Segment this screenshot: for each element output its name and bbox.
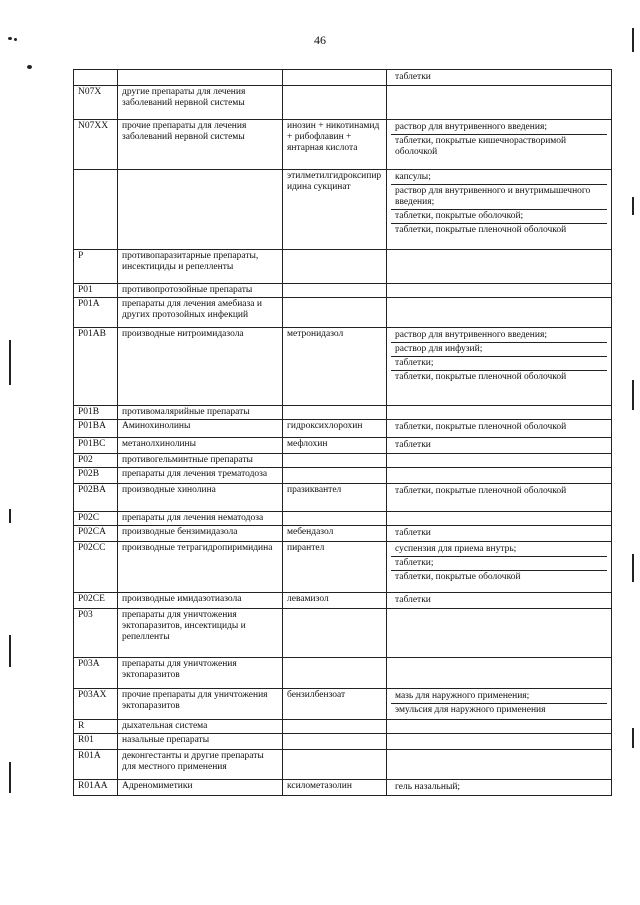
dosage-form-cell bbox=[387, 658, 612, 689]
atc-code-cell: P02BA bbox=[74, 484, 118, 512]
table-row bbox=[74, 593, 612, 609]
atc-code-cell: P03AX bbox=[74, 689, 118, 720]
atc-code-cell: P01BC bbox=[74, 438, 118, 454]
dosage-form-item: таблетки, покрытые пленочной оболочкой bbox=[395, 372, 567, 382]
atc-code-cell: P01 bbox=[74, 284, 118, 298]
dosage-form-cell bbox=[387, 593, 612, 609]
atc-code-cell: P01AB bbox=[74, 328, 118, 406]
table-row bbox=[74, 454, 612, 468]
scan-margin-mark bbox=[632, 728, 634, 748]
table-row bbox=[74, 468, 612, 484]
anatomical-therapeutic-name-cell: Адреномиметики bbox=[118, 780, 283, 796]
drug-name-cell bbox=[283, 298, 387, 328]
atc-code-cell: R01 bbox=[74, 734, 118, 750]
scan-margin-mark bbox=[632, 28, 634, 52]
table-row bbox=[74, 250, 612, 284]
atc-code-cell: P01B bbox=[74, 406, 118, 420]
table-body bbox=[74, 70, 612, 796]
drug-name-cell bbox=[283, 250, 387, 284]
anatomical-therapeutic-name-cell: производные хинолина bbox=[118, 484, 283, 512]
scan-speck bbox=[27, 65, 32, 69]
table-row bbox=[74, 328, 612, 406]
dosage-form-cell bbox=[387, 328, 612, 406]
table-row bbox=[74, 284, 612, 298]
dosage-form-cell bbox=[387, 120, 612, 170]
dosage-form-cell bbox=[387, 250, 612, 284]
table-row bbox=[74, 70, 612, 86]
dosage-form-item: мазь для наружного применения; bbox=[391, 690, 607, 704]
drug-name-cell bbox=[283, 454, 387, 468]
dosage-form-item: таблетки bbox=[395, 595, 431, 605]
anatomical-therapeutic-name-cell: противопротозойные препараты bbox=[118, 284, 283, 298]
dosage-form-cell bbox=[387, 170, 612, 250]
table-row bbox=[74, 658, 612, 689]
dosage-form-item: эмульсия для наружного применения bbox=[395, 705, 546, 715]
dosage-form-cell bbox=[387, 689, 612, 720]
anatomical-therapeutic-name-cell: дыхательная система bbox=[118, 720, 283, 734]
atc-code-cell: P02B bbox=[74, 468, 118, 484]
anatomical-therapeutic-name-cell: прочие препараты для уничтожения эктопаразитов bbox=[118, 689, 283, 720]
dosage-form-cell bbox=[387, 298, 612, 328]
anatomical-therapeutic-name-cell: производные имидазотиазола bbox=[118, 593, 283, 609]
atc-code-cell: R01A bbox=[74, 750, 118, 780]
scan-margin-mark bbox=[632, 197, 634, 215]
dosage-form-item: таблетки bbox=[395, 72, 431, 82]
dosage-form-item: таблетки, покрытые оболочкой; bbox=[391, 210, 607, 224]
drug-name-cell bbox=[283, 512, 387, 526]
table-row bbox=[74, 298, 612, 328]
drug-name-cell bbox=[283, 406, 387, 420]
dosage-form-item: раствор для внутривенного и внутримышечного введения; bbox=[391, 185, 607, 210]
anatomical-therapeutic-name-cell bbox=[118, 70, 283, 86]
scan-margin-mark bbox=[9, 762, 11, 793]
dosage-form-item: раствор для внутривенного введения; bbox=[391, 121, 607, 135]
anatomical-therapeutic-name-cell bbox=[118, 170, 283, 250]
dosage-form-cell bbox=[387, 609, 612, 658]
dosage-form-item: таблетки, покрытые пленочной оболочкой bbox=[395, 486, 567, 496]
drug-name-cell bbox=[283, 86, 387, 120]
dosage-form-cell bbox=[387, 526, 612, 542]
drug-name-cell: пирантел bbox=[283, 542, 387, 593]
dosage-form-item: таблетки; bbox=[391, 357, 607, 371]
scan-margin-mark bbox=[9, 340, 11, 385]
drug-name-cell bbox=[283, 720, 387, 734]
atc-code-cell: P02CC bbox=[74, 542, 118, 593]
drug-name-cell: гидроксихлорохин bbox=[283, 420, 387, 438]
dosage-form-item: таблетки, покрытые пленочной оболочкой bbox=[395, 422, 567, 432]
scan-margin-mark bbox=[632, 554, 634, 582]
anatomical-therapeutic-name-cell: противомалярийные препараты bbox=[118, 406, 283, 420]
anatomical-therapeutic-name-cell: производные бензимидазола bbox=[118, 526, 283, 542]
dosage-form-item: таблетки; bbox=[391, 557, 607, 571]
table-row bbox=[74, 438, 612, 454]
drug-name-cell: празиквантел bbox=[283, 484, 387, 512]
table-row bbox=[74, 542, 612, 593]
anatomical-therapeutic-name-cell: назальные препараты bbox=[118, 734, 283, 750]
dosage-form-cell bbox=[387, 454, 612, 468]
drug-name-cell: левамизол bbox=[283, 593, 387, 609]
atc-code-cell: R01AA bbox=[74, 780, 118, 796]
scan-margin-mark bbox=[632, 380, 634, 410]
anatomical-therapeutic-name-cell: препараты для лечения трематодоза bbox=[118, 468, 283, 484]
scan-margin-mark bbox=[9, 509, 11, 523]
anatomical-therapeutic-name-cell: препараты для уничтожения эктопаразитов bbox=[118, 658, 283, 689]
anatomical-therapeutic-name-cell: производные нитроимидазола bbox=[118, 328, 283, 406]
drug-name-cell: метронидазол bbox=[283, 328, 387, 406]
atc-code-cell: N07X bbox=[74, 86, 118, 120]
drug-name-cell bbox=[283, 750, 387, 780]
scan-speck bbox=[8, 37, 12, 40]
dosage-form-item: раствор для инфузий; bbox=[391, 343, 607, 357]
dosage-form-item: таблетки, покрытые кишечнорастворимой оболочкой bbox=[395, 136, 567, 157]
dosage-form-cell bbox=[387, 512, 612, 526]
atc-code-cell: P bbox=[74, 250, 118, 284]
drug-name-cell: ксилометазолин bbox=[283, 780, 387, 796]
table-row bbox=[74, 750, 612, 780]
anatomical-therapeutic-name-cell: Аминохинолины bbox=[118, 420, 283, 438]
anatomical-therapeutic-name-cell: препараты для лечения амебиаза и других протозойных инфекций bbox=[118, 298, 283, 328]
atc-code-cell: P01A bbox=[74, 298, 118, 328]
atc-code-cell: P01BA bbox=[74, 420, 118, 438]
atc-code-cell: P02C bbox=[74, 512, 118, 526]
dosage-form-item: таблетки, покрытые пленочной оболочкой bbox=[395, 225, 567, 235]
dosage-form-item: таблетки bbox=[395, 440, 431, 450]
drug-name-cell: этилметилгидроксипиридина сукцинат bbox=[283, 170, 387, 250]
dosage-form-cell bbox=[387, 780, 612, 796]
dosage-form-cell bbox=[387, 420, 612, 438]
anatomical-therapeutic-name-cell: противогельминтные препараты bbox=[118, 454, 283, 468]
drug-name-cell bbox=[283, 284, 387, 298]
atc-code-cell: P03A bbox=[74, 658, 118, 689]
drug-name-cell: мебендазол bbox=[283, 526, 387, 542]
anatomical-therapeutic-name-cell: производные тетрагидропиримидина bbox=[118, 542, 283, 593]
drug-name-cell: бензилбензоат bbox=[283, 689, 387, 720]
dosage-form-cell bbox=[387, 438, 612, 454]
dosage-form-cell bbox=[387, 720, 612, 734]
table-row bbox=[74, 120, 612, 170]
drug-table bbox=[73, 69, 612, 796]
anatomical-therapeutic-name-cell: препараты для уничтожения эктопаразитов, инсектициды и репелленты bbox=[118, 609, 283, 658]
dosage-form-item: раствор для внутривенного введения; bbox=[391, 329, 607, 343]
atc-code-cell: P03 bbox=[74, 609, 118, 658]
dosage-form-cell bbox=[387, 734, 612, 750]
table-row bbox=[74, 86, 612, 120]
atc-code-cell: N07XX bbox=[74, 120, 118, 170]
dosage-form-cell bbox=[387, 284, 612, 298]
table-row bbox=[74, 780, 612, 796]
atc-code-cell bbox=[74, 70, 118, 86]
drug-name-cell: инозин + никотинамид + рибофлавин + янтарная кислота bbox=[283, 120, 387, 170]
table-row bbox=[74, 406, 612, 420]
dosage-form-cell bbox=[387, 70, 612, 86]
anatomical-therapeutic-name-cell: противопаразитарные препараты, инсектициды и репелленты bbox=[118, 250, 283, 284]
drug-name-cell bbox=[283, 468, 387, 484]
dosage-form-item: гель назальный; bbox=[395, 782, 461, 792]
table-row bbox=[74, 420, 612, 438]
table-row bbox=[74, 734, 612, 750]
anatomical-therapeutic-name-cell: деконгестанты и другие препараты для местного применения bbox=[118, 750, 283, 780]
atc-code-cell: P02CE bbox=[74, 593, 118, 609]
anatomical-therapeutic-name-cell: метанолхинолины bbox=[118, 438, 283, 454]
drug-name-cell bbox=[283, 734, 387, 750]
table-row bbox=[74, 170, 612, 250]
dosage-form-item: таблетки, покрытые оболочкой bbox=[395, 572, 521, 582]
table-row bbox=[74, 526, 612, 542]
table-row bbox=[74, 484, 612, 512]
atc-code-cell: P02 bbox=[74, 454, 118, 468]
table-row bbox=[74, 512, 612, 526]
dosage-form-item: капсулы; bbox=[391, 171, 607, 185]
table-row bbox=[74, 720, 612, 734]
drug-name-cell bbox=[283, 609, 387, 658]
dosage-form-cell bbox=[387, 750, 612, 780]
dosage-form-item: таблетки bbox=[395, 528, 431, 538]
atc-code-cell bbox=[74, 170, 118, 250]
dosage-form-cell bbox=[387, 86, 612, 120]
drug-name-cell bbox=[283, 70, 387, 86]
page-number: 46 bbox=[314, 33, 326, 47]
anatomical-therapeutic-name-cell: препараты для лечения нематодоза bbox=[118, 512, 283, 526]
scan-margin-mark bbox=[9, 635, 11, 667]
scan-speck bbox=[14, 38, 17, 41]
dosage-form-cell bbox=[387, 484, 612, 512]
anatomical-therapeutic-name-cell: другие препараты для лечения заболеваний нервной системы bbox=[118, 86, 283, 120]
dosage-form-cell bbox=[387, 406, 612, 420]
dosage-form-cell bbox=[387, 468, 612, 484]
dosage-form-item: суспензия для приема внутрь; bbox=[391, 543, 607, 557]
table-row bbox=[74, 609, 612, 658]
drug-name-cell: мефлохин bbox=[283, 438, 387, 454]
dosage-form-cell bbox=[387, 542, 612, 593]
table-row bbox=[74, 689, 612, 720]
atc-code-cell: P02CA bbox=[74, 526, 118, 542]
atc-code-cell: R bbox=[74, 720, 118, 734]
anatomical-therapeutic-name-cell: прочие препараты для лечения заболеваний нервной системы bbox=[118, 120, 283, 170]
drug-name-cell bbox=[283, 658, 387, 689]
